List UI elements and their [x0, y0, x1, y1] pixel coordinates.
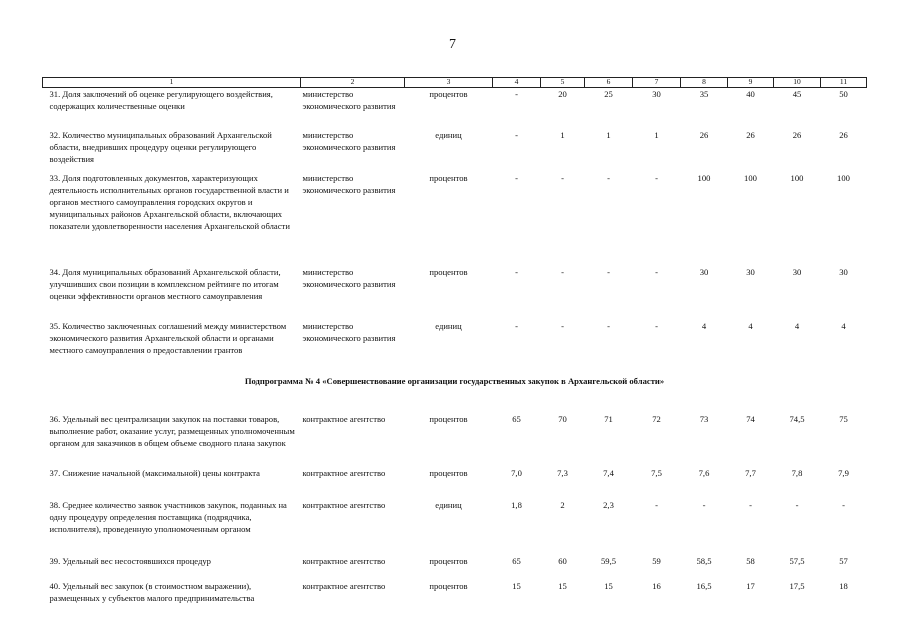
- value-cell: 7,6: [698, 467, 710, 478]
- value-cell: 7,3: [557, 467, 568, 478]
- value-cell: 59: [652, 555, 661, 566]
- value-cell: 4: [794, 320, 800, 331]
- column-number-cell: 4: [493, 78, 541, 88]
- indicator-cell: 35. Количество заключенных соглашений между министерством экономического развития Архангельской области и органами местного самоуправления о предоставлении грантов: [49, 320, 287, 356]
- value-cell: 20: [558, 88, 567, 99]
- value-cell: 25: [604, 88, 613, 99]
- value-cell: 30: [839, 266, 848, 277]
- unit-cell: единиц: [435, 320, 462, 331]
- indicators-table: [42, 77, 867, 610]
- value-cell: 30: [792, 266, 802, 277]
- value-cell: -: [561, 320, 564, 331]
- value-cell: 15: [604, 580, 613, 591]
- executor-cell: контрактное агентство: [302, 580, 386, 591]
- column-number-cell: 6: [585, 78, 633, 88]
- value-cell: 7,8: [791, 467, 803, 478]
- value-cell: 75: [839, 413, 848, 424]
- value-cell: 26: [746, 130, 755, 140]
- executor-cell: министерство экономического развития: [302, 130, 396, 153]
- value-cell: 17: [746, 580, 755, 591]
- value-cell: 16,5: [696, 580, 712, 591]
- value-cell: -: [515, 320, 518, 331]
- subprogram-title: Подпрограмма № 4 «Совершенствование организации государственных закупок в Архангельской области»: [244, 375, 665, 386]
- unit-cell: единиц: [435, 499, 462, 510]
- indicator-cell: 38. Среднее количество заявок участников закупок, поданных на одну процедуру определения поставщика (подрядчика, исполнителя), проведенную уполномоченным органом: [49, 499, 287, 535]
- table-row: [43, 320, 867, 374]
- indicator-cell: 34. Доля муниципальных образований Архангельской области, улучшивших свои позиции в комплексном рейтинге по итогам оценки эффективности органов местного самоуправления: [49, 266, 281, 302]
- column-number-cell: 8: [681, 78, 728, 88]
- value-cell: 2,3: [603, 499, 614, 510]
- unit-cell: процентов: [429, 413, 468, 424]
- table-row: [43, 172, 867, 266]
- value-cell: 7,5: [651, 467, 662, 478]
- value-cell: -: [842, 499, 845, 510]
- unit-cell: процентов: [429, 555, 468, 566]
- indicator-cell: 31. Доля заключений об оценке регулирующего воздействия, содержащих количественные оценки: [49, 88, 273, 111]
- unit-cell: процентов: [429, 580, 468, 591]
- column-number-cell: 5: [541, 78, 585, 88]
- value-cell: -: [607, 172, 610, 183]
- executor-cell: министерство экономического развития: [302, 88, 396, 111]
- value-cell: -: [655, 266, 658, 277]
- table-row: [43, 555, 867, 580]
- unit-cell: единиц: [435, 130, 462, 140]
- value-cell: 4: [748, 320, 753, 331]
- unit-cell: процентов: [429, 467, 468, 478]
- value-cell: 26: [839, 130, 848, 140]
- value-cell: 71: [604, 413, 613, 424]
- executor-cell: контрактное агентство: [302, 555, 386, 566]
- column-number-cell: 3: [405, 78, 493, 88]
- table-row: [43, 499, 867, 555]
- value-cell: 4: [841, 320, 846, 331]
- value-cell: 100: [697, 172, 711, 183]
- value-cell: -: [607, 320, 610, 331]
- table-row: [43, 413, 867, 467]
- indicator-cell: 39. Удельный вес несостоявшихся процедур: [49, 555, 211, 566]
- indicator-cell: 40. Удельный вес закупок (в стоимостном выражении), размещенных у субъектов малого предпринимательства: [49, 580, 255, 603]
- table-row: [43, 266, 867, 320]
- value-cell: -: [655, 320, 658, 331]
- value-cell: 65: [512, 413, 521, 424]
- value-cell: 7,0: [511, 467, 522, 478]
- table-header-row: [43, 78, 867, 88]
- column-number-cell: 11: [821, 78, 867, 88]
- value-cell: -: [515, 172, 518, 183]
- value-cell: 74: [746, 413, 755, 424]
- indicator-cell: 36. Удельный вес централизации закупок на поставки товаров, выполнение работ, оказание услуг, размещенных уполномоченным органом для заказчиков в общем объеме сводного плана закупок: [49, 413, 295, 449]
- unit-cell: процентов: [429, 172, 468, 183]
- value-cell: 7,9: [838, 467, 849, 478]
- page-number: 7: [449, 37, 456, 52]
- value-cell: 1: [606, 130, 611, 140]
- indicator-cell: 32. Количество муниципальных образований Архангельской области, внедривших процедуру оценки регулирующего воздействия: [49, 130, 272, 165]
- column-number-cell: 1: [43, 78, 301, 88]
- value-cell: 30: [746, 266, 755, 277]
- value-cell: 50: [839, 88, 848, 99]
- value-cell: 26: [699, 130, 709, 140]
- value-cell: 16: [652, 580, 661, 591]
- value-cell: -: [749, 499, 752, 510]
- value-cell: -: [561, 172, 564, 183]
- value-cell: 26: [792, 130, 802, 140]
- value-cell: 1,8: [511, 499, 522, 510]
- value-cell: 7,7: [745, 467, 756, 478]
- value-cell: 1: [560, 130, 565, 140]
- value-cell: 72: [652, 413, 661, 424]
- value-cell: 65: [512, 555, 521, 566]
- value-cell: 2: [560, 499, 565, 510]
- column-number-cell: 10: [774, 78, 821, 88]
- value-cell: 30: [699, 266, 709, 277]
- value-cell: 59,5: [600, 555, 617, 566]
- value-cell: 58,5: [696, 555, 712, 566]
- table-row: [43, 87, 867, 129]
- value-cell: 1: [654, 130, 659, 140]
- subprogram-row: [43, 374, 867, 413]
- indicator-cell: 33. Доля подготовленных документов, характеризующих деятельность исполнительных органов государственной власти и органов местного самоуправления городских округов и муниципальных районов Архангельской области, включающих показатели удовлетворенности населения Архангельской области: [49, 172, 290, 232]
- value-cell: 4: [701, 320, 707, 331]
- unit-cell: процентов: [429, 88, 468, 99]
- table-row: [43, 580, 867, 610]
- value-cell: 58: [746, 555, 755, 566]
- executor-cell: министерство экономического развития: [302, 266, 396, 289]
- value-cell: 35: [699, 88, 709, 99]
- value-cell: 30: [652, 88, 661, 99]
- value-cell: -: [655, 499, 658, 510]
- value-cell: -: [561, 266, 564, 277]
- value-cell: -: [515, 88, 518, 99]
- value-cell: 17,5: [789, 580, 805, 591]
- executor-cell: контрактное агентство: [302, 499, 386, 510]
- value-cell: 57,5: [789, 555, 805, 566]
- value-cell: 15: [512, 580, 521, 591]
- executor-cell: министерство экономического развития: [302, 172, 396, 195]
- column-number-cell: 2: [301, 78, 405, 88]
- value-cell: 100: [837, 172, 850, 183]
- value-cell: 57: [839, 555, 848, 566]
- column-number-cell: 7: [633, 78, 681, 88]
- value-cell: 100: [790, 172, 804, 183]
- executor-cell: министерство экономического развития: [302, 320, 396, 343]
- value-cell: -: [655, 172, 658, 183]
- executor-cell: контрактное агентство: [302, 413, 386, 424]
- value-cell: 60: [558, 555, 567, 566]
- value-cell: -: [607, 266, 610, 277]
- value-cell: 18: [839, 580, 848, 591]
- executor-cell: контрактное агентство: [302, 467, 386, 478]
- unit-cell: процентов: [429, 266, 468, 277]
- value-cell: 15: [558, 580, 567, 591]
- value-cell: -: [515, 130, 518, 140]
- value-cell: 40: [746, 88, 755, 99]
- value-cell: -: [515, 266, 518, 277]
- value-cell: 100: [744, 172, 757, 183]
- indicator-cell: 37. Снижение начальной (максимальной) цены контракта: [49, 467, 260, 478]
- value-cell: 70: [558, 413, 567, 424]
- column-number-cell: 9: [728, 78, 774, 88]
- table-row: [43, 129, 867, 172]
- value-cell: -: [795, 499, 799, 510]
- value-cell: 7,4: [603, 467, 614, 478]
- table-row: [43, 467, 867, 499]
- value-cell: 74,5: [789, 413, 805, 424]
- value-cell: -: [702, 499, 706, 510]
- value-cell: 73: [699, 413, 709, 424]
- value-cell: 45: [792, 88, 802, 99]
